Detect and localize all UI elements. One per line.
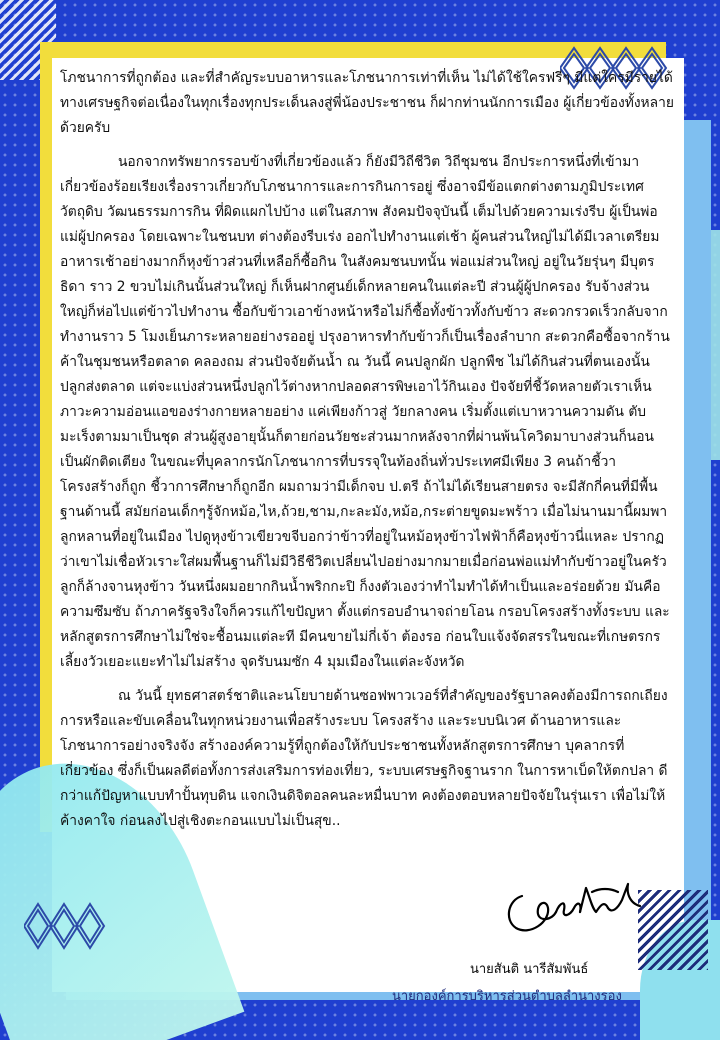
signer-name: นายสันติ นารีสัมพันธ์	[470, 962, 589, 977]
diamond-pattern-bottom-left	[24, 900, 106, 952]
paragraph-2: นอกจากทรัพยากรรอบข้างที่เกี่ยวข้องแล้ว ก็ยังมีวิถีชีวิต วิถีชุมชน อีกประการหนึ่งที่เข้ามาเกี่ยวข้องร้อยเรียงเรื่องราวเกี่ยวกับโภชนาการและการกินการอยู่ ซึ่งอาจมีข้อแตกต่างตามภูมิประเทศ วัตถุดิบ วัฒนธรรมการกิน ที่ผิดแผกไปบ้าง แต่ในสภาพ สังคมปัจจุบันนี้ เต็มไปด้วยความเร่งรีบ ผู้เป็นพ่อแม่ผู้ปกครอง โดยเฉพาะในชนบท ต่างต้องรีบเร่ง ออกไปทำงานแต่เช้า ผู้คนส่วนใหญ่ไม่ได้มีเวลาเตรียมอาหารเช้าอย่างมากก็หุงข้าวส่วนที่เหลือก็ซื้อกิน ในสังคมชนบทนั้น พ่อแม่ส่วนใหญ่ อยู่ในวัยรุ่นๆ มีบุตรธิดา ราว 2 ขวบไม่เกินนั้นส่วนใหญ่ ก็เห็นฝากศูนย์เด็กหลายคนในแต่ละปี ส่วนผู้ผู้ปกครอง รับจ้างส่วนใหญ่ก็ห่อไปแต่ข้าวไปทำงาน ซื้อกับข้าวเอาข้างหน้าหรือไม่ก็ซื้อทั้งข้าวทั้งกับข้าว สะดวกรวดเร็วกลับจากทำงานราว 5 โมงเย็นภาระหลายอย่างรออยู่ ปรุงอาหารทำกับข้าวก็เป็นเรื่องลำบาก สะดวกคือซื้อจากร้านค้าในชุมชนหรือตลาด คลองถม ส่วนปัจจัยต้นน้ำ ณ วันนี้ คนปลูกผัก ปลูกพืช ไม่ได้กินส่วนที่ตนเองนั้นปลูกส่งตลาด แต่จะแบ่งส่วนหนึ่งปลูกไว้ต่างหากปลอดสารพิษเอาไว้กินเอง ปัจจัยที่ชี้วัดหลายตัวเราเห็นภาวะความอ่อนแอของร่างกายหลายอย่าง แค่เพียงก้าวสู่ วัยกลางคน เริ่มตั้งแต่เบาหวานความดัน ตับมะเร็งตามมาเป็นชุด ส่วนผู้สูงอายุนั้นก็ตายก่อนวัยชะส่วนมากหลังจากที่ผ่านพ้นโควิดมาบางส่วนก็นอนเป็นผักติดเตียง ในขณะที่บุคลากรนักโภชนาการที่บรรจุในท้องถิ่นทั่วประเทศมีเพียง 3 คนถ้าชี้วาโครงสร้างก็ถูก ชี้วาการศึกษาก็ถูกอีก ผมถามว่ามีเด็กจบ ป.ตรี ถ้าไม่ได้เรียนสายตรง จะมีสักกี่คนที่มีพื้นฐานด้านนี้ สมัยก่อนเด็กๆรู้จักหม้อ,ไห,ถ้วย,ชาม,กะละมัง,หม้อ,กระต่ายขูดมะพร้าว เมื่อไม่นานมานี้ผมพาลูกหลานที่อยู่ในเมือง ไปดูหุงข้าวเขียวขจีบอกว่าข้าวที่อยู่ในหม้อหุงข้าวไฟฟ้าก็คือหุงข้าวนี่แหละ ปรากฏว่าเขาไม่เชื่อหัวเราะใส่ผมพื้นฐานก็ไม่มีวิธีชีวิตเปลี่ยนไปอย่างมากมายเมื่อก่อนพ่อแม่ทำกับข้าวอยู่ในครัว ลูกก็ล้างจานหุงข้าว วันหนึ่งผมอยากกินน้ำพริกกะปิ ก็งงตัวเองว่าทำไมทำได้ทำเป็นและอร่อยด้วย มันคือความซึมซับ ถ้าภาครัฐจริงใจก็ควรแก้ไขปัญหา ตั้งแต่กรอบอำนาจถ่ายโอน กรอบโครงสร้างทั้งระบบ และหลักสูตรการศึกษาไม่ใช่จะชื้อนมแต่ละที มีคนขายไม่กี่เจ้า ต้องรอ ก่อนใบแจ้งจัดสรรในขณะที่เกษตรกรเลี้ยงวัวเยอะแยะทำไม่ไม่สร้าง จุดรับนมซัก 4 มุมเมืองในแต่ละจังหวัด	[60, 154, 670, 670]
paragraph-1: โภชนาการที่ถูกต้อง และที่สำคัญระบบอาหารและโภชนาการเท่าที่เห็น ไม่ได้ใช้ใครฟรีๆ มีแต่ใครมีรายได้ทางเศรษฐกิจต่อเนื่องในทุกเรื่องทุกประเด็นลงสู่พี่น้องประชาชน ก็ฝากท่านนักการเมือง ผู้เกี่ยวข้องทั้งหลายด้วยครับ	[60, 70, 674, 136]
handwritten-signature	[500, 878, 650, 942]
signer-title: นายกองค์การบริหารส่วนตำบลลำนางรอง	[392, 989, 622, 1004]
paragraph-3: ณ วันนี้ ยุทธศาสตร์ชาติและนโยบายด้านซอฟพาวเวอร์ที่สำคัญของรัฐบาลคงต้องมีการถกเถียงการหรือและขับเคลื่อนในทุกหน่วยงานเพื่อสร้างระบบ โครงสร้าง และระบบนิเวศ ด้านอาหารและโภชนาการอย่างจริงจัง สร้างองค์ความรู้ที่ถูกต้องให้กับประชาชนทั้งหลักสูตรการศึกษา บุคลากรที่เกี่ยวข้อง ซึ่งก็เป็นผลดีต่อทั้งการส่งเสริมการท่องเที่ยว, ระบบเศรษฐกิจฐานราก ในการหาเบ็ดให้ตกปลา ดีกว่าแก้ปัญหาแบบทำปั้นทุบดิน แจกเงินดิจิตอลคนละหมื่นบาท คงต้องตอบหลายปัจจัยในรุ่นเรา เพื่อไม่ให้ค้างคาใจ ก่อนลงไปสู่เชิงตะกอนแบบไม่เป็นสุข..	[60, 688, 668, 829]
letter-body	[60, 66, 675, 834]
